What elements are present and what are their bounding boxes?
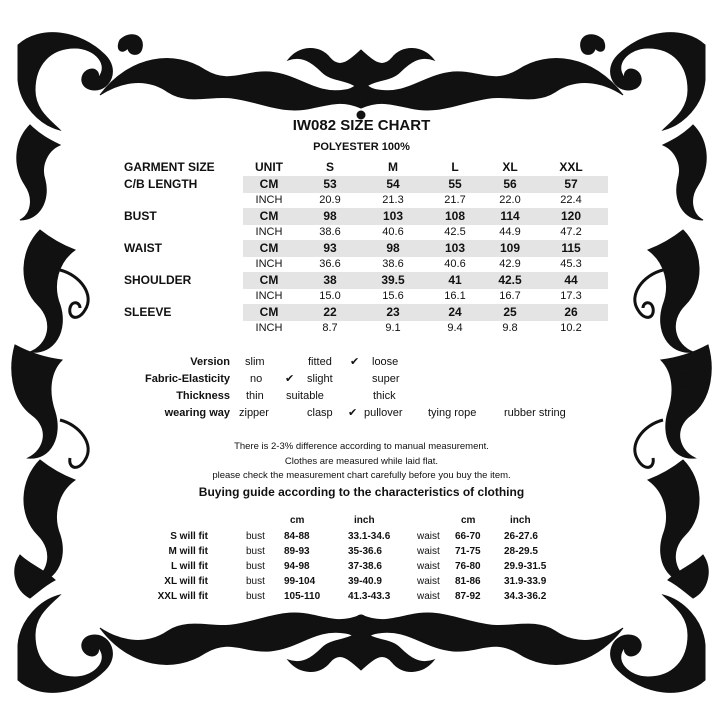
page-title: IW082 SIZE CHART	[292, 117, 431, 134]
unit-inch: INCH	[255, 322, 283, 334]
guide-bust-word: bust	[246, 576, 265, 587]
guide-bust-word: bust	[246, 561, 265, 572]
table-cell: 98	[323, 209, 337, 223]
guide-cell: 29.9-31.5	[504, 561, 547, 572]
guide-row-label: L will fit	[170, 561, 208, 572]
guide-header: cm	[461, 515, 476, 526]
guide-cell: 28-29.5	[504, 546, 538, 557]
size-header: S	[325, 160, 334, 174]
guide-waist-word: waist	[417, 546, 440, 557]
check-icon: ✔	[348, 407, 358, 419]
table-cell: 42.5	[498, 273, 522, 287]
material-subtitle: POLYESTER 100%	[313, 141, 410, 153]
table-cell: 103	[382, 209, 404, 223]
table-cell: 10.2	[560, 322, 582, 334]
table-cell: 44	[564, 273, 578, 287]
guide-waist-word: waist	[417, 531, 440, 542]
size-header: XL	[502, 160, 518, 174]
attr-option: suitable	[286, 390, 324, 402]
attr-option: clasp	[307, 407, 333, 419]
guide-cell: 81-86	[455, 576, 481, 587]
row-label-shoulder: SHOULDER	[124, 273, 192, 287]
size-header: XXL	[559, 160, 583, 174]
table-cell: 22.0	[499, 194, 521, 206]
table-cell: 108	[444, 209, 466, 223]
guide-cell: 87-92	[455, 591, 481, 602]
table-cell: 39.5	[381, 273, 405, 287]
guide-row-label: XL will fit	[164, 576, 208, 587]
guide-header: inch	[510, 515, 531, 526]
attr-option: slight	[307, 373, 333, 385]
attr-option: zipper	[239, 407, 269, 419]
check-icon: ✔	[285, 373, 295, 385]
guide-cell: 26-27.6	[504, 531, 538, 542]
guide-cell: 71-75	[455, 546, 481, 557]
guide-row-label: S will fit	[170, 531, 208, 542]
table-cell: 93	[323, 241, 337, 255]
guide-cell: 66-70	[455, 531, 481, 542]
guide-cell: 37-38.6	[348, 561, 382, 572]
attr-label-version: Version	[190, 356, 230, 368]
table-cell: 55	[448, 177, 462, 191]
table-cell: 42.5	[444, 226, 466, 238]
guide-cell: 76-80	[455, 561, 481, 572]
table-cell: 54	[386, 177, 400, 191]
unit-header: UNIT	[255, 160, 283, 174]
table-cell: 38.6	[319, 226, 341, 238]
attr-option: super	[372, 373, 400, 385]
guide-header: inch	[354, 515, 375, 526]
guide-header: cm	[290, 515, 305, 526]
note-line: There is 2-3% difference according to manual measurement.	[234, 441, 489, 452]
unit-cm: CM	[259, 273, 279, 287]
guide-row-label: M will fit	[168, 546, 208, 557]
table-cell: 24	[448, 305, 462, 319]
attr-option: thick	[373, 390, 396, 402]
table-cell: 41	[448, 273, 462, 287]
attr-option: tying rope	[428, 407, 477, 419]
garment-size-header: GARMENT SIZE	[124, 160, 215, 174]
unit-inch: INCH	[255, 290, 283, 302]
table-cell: 47.2	[560, 226, 582, 238]
guide-cell: 33.1-34.6	[348, 531, 391, 542]
table-cell: 38.6	[382, 258, 404, 270]
note-line: Clothes are measured while laid flat.	[284, 456, 439, 467]
attr-option: fitted	[308, 356, 332, 368]
guide-cell: 31.9-33.9	[504, 576, 547, 587]
guide-bust-word: bust	[246, 591, 265, 602]
table-cell: 20.9	[319, 194, 341, 206]
attr-label-thickness: Thickness	[176, 390, 230, 402]
table-cell: 109	[499, 241, 521, 255]
attr-option: loose	[372, 356, 399, 368]
table-cell: 120	[560, 209, 582, 223]
table-cell: 8.7	[322, 322, 338, 334]
row-label-waist: WAIST	[124, 241, 162, 255]
table-cell: 53	[323, 177, 337, 191]
unit-cm: CM	[259, 177, 279, 191]
unit-cm: CM	[259, 305, 279, 319]
table-cell: 9.4	[447, 322, 463, 334]
unit-inch: INCH	[255, 226, 283, 238]
table-cell: 40.6	[382, 226, 404, 238]
guide-cell: 84-88	[284, 531, 310, 542]
attr-option: no	[250, 373, 263, 385]
table-cell: 26	[564, 305, 578, 319]
attr-option: rubber string	[504, 407, 566, 419]
table-cell: 44.9	[499, 226, 521, 238]
table-cell: 115	[561, 241, 581, 255]
row-label-bust: BUST	[124, 209, 157, 223]
table-cell: 15.6	[382, 290, 404, 302]
attr-label-elasticity: Fabric-Elasticity	[145, 373, 230, 385]
table-cell: 17.3	[560, 290, 582, 302]
size-header: L	[451, 160, 459, 174]
table-cell: 16.7	[499, 290, 521, 302]
row-label-sleeve: SLEEVE	[124, 305, 172, 319]
unit-cm: CM	[259, 209, 279, 223]
unit-cm: CM	[259, 241, 279, 255]
table-cell: 56	[503, 177, 517, 191]
guide-cell: 39-40.9	[348, 576, 382, 587]
table-cell: 22.4	[560, 194, 582, 206]
table-cell: 40.6	[444, 258, 466, 270]
guide-cell: 35-36.6	[348, 546, 382, 557]
table-cell: 57	[564, 177, 578, 191]
guide-bust-word: bust	[246, 546, 265, 557]
attr-option: pullover	[364, 407, 403, 419]
table-cell: 16.1	[444, 290, 466, 302]
guide-cell: 89-93	[284, 546, 310, 557]
guide-cell: 41.3-43.3	[348, 591, 391, 602]
guide-cell: 94-98	[284, 561, 310, 572]
guide-cell: 105-110	[284, 591, 321, 602]
attr-option: thin	[246, 390, 264, 402]
table-cell: 23	[386, 305, 400, 319]
guide-row-label: XXL will fit	[157, 591, 208, 602]
table-cell: 38	[323, 273, 337, 287]
buying-guide-title: Buying guide according to the characteristics of clothing	[198, 485, 525, 499]
table-cell: 45.3	[560, 258, 582, 270]
table-cell: 42.9	[499, 258, 521, 270]
table-cell: 36.6	[319, 258, 341, 270]
attr-label-wearing-way: wearing way	[164, 407, 230, 419]
guide-waist-word: waist	[417, 591, 440, 602]
table-cell: 15.0	[319, 290, 341, 302]
table-cell: 22	[323, 305, 337, 319]
table-cell: 25	[503, 305, 517, 319]
guide-waist-word: waist	[417, 576, 440, 587]
guide-cell: 99-104	[284, 576, 316, 587]
guide-cell: 34.3-36.2	[504, 591, 547, 602]
table-cell: 9.8	[502, 322, 518, 334]
table-cell: 9.1	[385, 322, 401, 334]
table-cell: 114	[500, 209, 520, 223]
unit-inch: INCH	[255, 194, 283, 206]
note-line: please check the measurement chart carefully before you buy the item.	[212, 470, 511, 481]
table-cell: 98	[386, 241, 400, 255]
unit-inch: INCH	[255, 258, 283, 270]
guide-waist-word: waist	[417, 561, 440, 572]
table-cell: 103	[444, 241, 466, 255]
table-cell: 21.7	[444, 194, 466, 206]
row-label-cb-length: C/B LENGTH	[124, 177, 198, 191]
attr-option: slim	[245, 356, 265, 368]
table-cell: 21.3	[382, 194, 404, 206]
check-icon: ✔	[350, 356, 360, 368]
size-header: M	[388, 160, 398, 174]
guide-bust-word: bust	[246, 531, 265, 542]
